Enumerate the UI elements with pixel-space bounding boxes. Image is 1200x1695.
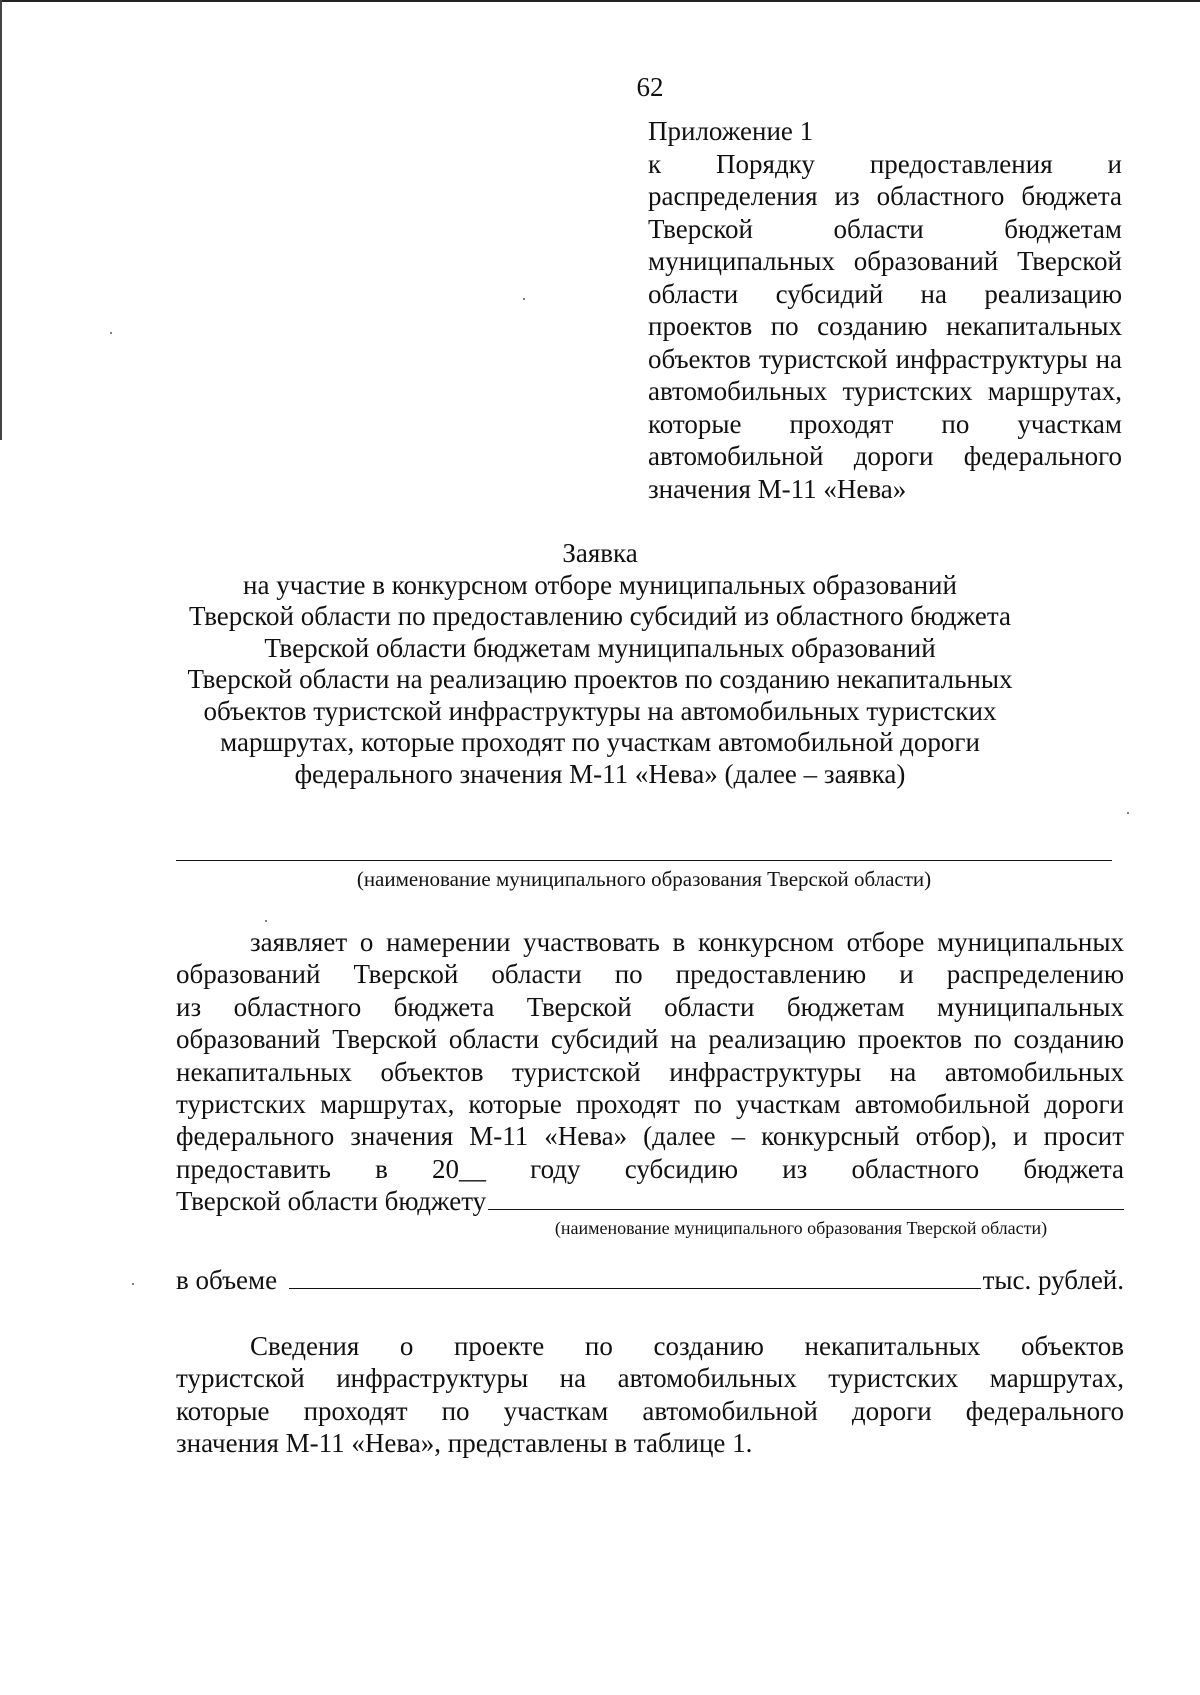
page-number: 62 bbox=[636, 72, 664, 102]
scan-speck bbox=[1127, 812, 1129, 814]
declaration-line: некапитальных объектов туристской инфраструктуры на автомобильных bbox=[176, 1056, 1124, 1087]
appendix-title: Приложение 1 bbox=[648, 116, 814, 146]
budget-recipient-prefix: Тверской области бюджету bbox=[176, 1186, 487, 1217]
volume-unit: тыс. рублей. bbox=[982, 1265, 1124, 1295]
project-info-paragraph bbox=[176, 1330, 1124, 1460]
application-subtitle-line: Тверской области бюджетам муниципальных образований bbox=[264, 632, 936, 663]
budget-recipient-line bbox=[176, 1185, 1124, 1217]
declaration-line: федерального значения М-11 «Нева» (далее – конкурсный отбор), и просит bbox=[176, 1121, 1124, 1152]
scan-speck bbox=[523, 298, 525, 300]
volume-line bbox=[176, 1264, 1124, 1296]
declaration-line: туристских маршрутах, которые проходят по участкам автомобильной дороги bbox=[176, 1089, 1124, 1120]
declaration-line: образований Тверской области по предоставлению и распределению bbox=[176, 959, 1124, 990]
budget-recipient-caption: (наименование муниципального образования Тверской области) bbox=[554, 1218, 1048, 1238]
application-heading bbox=[150, 538, 1050, 790]
declaration-line: из областного бюджета Тверской области бюджетам муниципальных bbox=[176, 991, 1124, 1022]
application-subtitle-line: маршрутах, которые проходят по участкам автомобильной дороги bbox=[220, 727, 980, 757]
declaration-line: образований Тверской области субсидий на реализацию проектов по созданию bbox=[176, 1024, 1124, 1055]
application-subtitle-line: Тверской области по предоставлению субсидий из областного бюджета bbox=[189, 601, 1011, 631]
project-info-line: туристской инфраструктуры на автомобильных туристских маршрутах, bbox=[176, 1363, 1124, 1394]
declaration-line: заявляет о намерении участвовать в конкурсном отборе муниципальных bbox=[250, 927, 1124, 957]
application-subtitle-line: на участие в конкурсном отборе муниципальных образований bbox=[243, 569, 957, 600]
project-info-line: которые проходят по участкам автомобильной дороги федерального bbox=[176, 1395, 1124, 1426]
application-subtitle-line: объектов туристской инфраструктуры на автомобильных туристских bbox=[203, 695, 997, 726]
project-info-line: значения М-11 «Нева», представлены в таблице 1. bbox=[176, 1428, 753, 1459]
scan-speck bbox=[110, 332, 112, 334]
volume-label: в объеме bbox=[176, 1265, 278, 1295]
appendix-block bbox=[648, 115, 1122, 505]
application-title: Заявка bbox=[562, 538, 638, 568]
scan-edge-top bbox=[0, 0, 1200, 2]
municipality-name-caption: (наименование муниципального образования Тверской области) bbox=[356, 867, 932, 891]
declaration-paragraph bbox=[176, 926, 1124, 1218]
budget-recipient-field[interactable] bbox=[488, 1185, 1124, 1210]
scan-speck bbox=[265, 920, 267, 922]
application-subtitle-line: Тверской области на реализацию проектов по созданию некапитальных bbox=[187, 664, 1013, 694]
volume-amount-field[interactable] bbox=[289, 1264, 980, 1289]
application-subtitle-line: федерального значения М-11 «Нева» (далее – заявка) bbox=[294, 758, 906, 789]
scan-edge-left bbox=[0, 0, 2, 440]
declaration-line: предоставить в 20__ году субсидию из областного бюджета bbox=[176, 1153, 1124, 1184]
scan-speck bbox=[132, 1283, 134, 1285]
municipality-name-field[interactable] bbox=[176, 860, 1112, 861]
appendix-text: к Порядку предоставления и распределения из областного бюджета Тверской области бюджетам муниципальных образований Тверской области субсидий на реализацию проектов по созданию некапитальных объектов туристской инфраструктуры на автомобильных туристских маршрутах, которые проходят по участкам автомобильной дороги федерального значения М-11 «Нева» bbox=[648, 148, 1122, 504]
project-info-line: Сведения о проекте по созданию некапитальных объектов bbox=[250, 1331, 1124, 1361]
